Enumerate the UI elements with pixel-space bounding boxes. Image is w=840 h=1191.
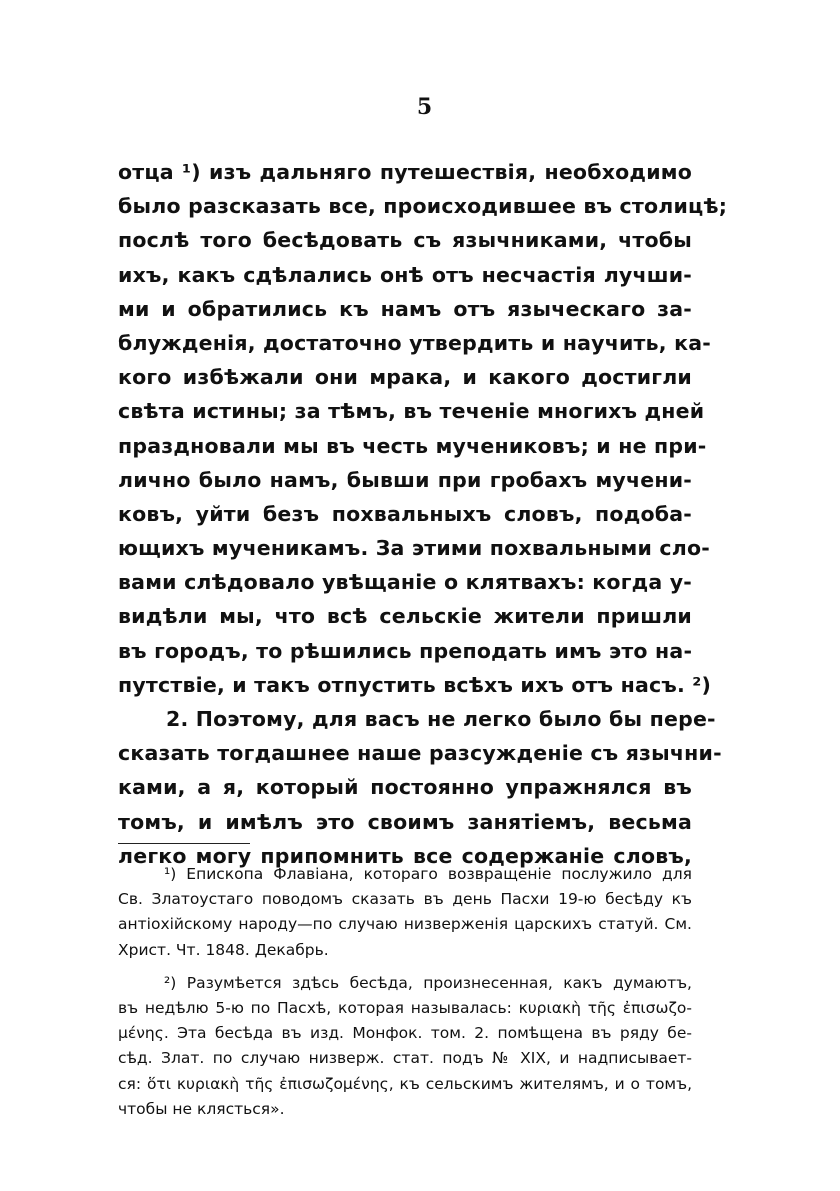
body-line: послѣ того бесѣдовать съ язычниками, чтобы [118, 228, 692, 253]
footnote-1-line: Св. Златоустаго поводомъ сказать въ день Пасхи 19-ю бесѣду къ [118, 890, 692, 909]
body-line: томъ, и имѣлъ это своимъ занятіемъ, весьма [118, 809, 692, 834]
footnote-2-line: ²) Разумѣется здѣсь бесѣда, произнесенная, какъ думаютъ, [164, 973, 692, 992]
footnote-2-line: въ недѣлю 5-ю по Пасхѣ, которая называлась: κυριακὴ τῆς ἐπισωζο- [118, 998, 692, 1017]
body-line: отца ¹) изъ дальняго путешествія, необходимо [118, 160, 692, 184]
body-line: ками, а я, который постоянно упражнялся въ [118, 775, 692, 800]
body-text [118, 155, 728, 873]
body-line: легко могу припомнить все содержаніе словъ, [118, 843, 692, 868]
footnote-1-line: ¹) Епископа Флавіана, котораго возвращеніе послужило для [164, 865, 692, 883]
footnote-1-line: антіохійскому народу—по случаю низверженія царскихъ статуй. См. [118, 915, 692, 934]
body-line: путствіе, и такъ отпустить всѣхъ ихъ отъ насъ. ²) [118, 672, 712, 697]
paragraph-start-line: 2. Поэтому, для васъ не легко было бы пере- [166, 707, 716, 731]
body-line: видѣли мы, что всѣ сельскіе жители пришли [118, 604, 692, 629]
body-line: кого избѣжали они мрака, и какого достигли [118, 365, 692, 390]
footnote-gap [118, 963, 692, 971]
page-number: 5 [416, 94, 434, 120]
footnote-1-line: Христ. Чт. 1848. Декабрь. [118, 940, 329, 959]
body-line: въ городъ, то рѣшились преподать имъ это на- [118, 638, 693, 663]
body-line: ми и обратились къ намъ отъ языческаго за- [118, 296, 692, 321]
body-line: праздновали мы въ честь мучениковъ; и не при- [118, 433, 707, 458]
body-line: ющихъ мученикамъ. За этими похвальными сло- [118, 536, 710, 561]
footnote-2-line: ся: ὅτι κυριακὴ τῆς ἐπισωζομένης, къ сельскимъ жителямъ, и о томъ, [118, 1074, 692, 1093]
footnotes [118, 862, 692, 1122]
body-line: было разсказать все, происходившее въ столицѣ; [118, 194, 728, 219]
body-line: вами слѣдовало увѣщаніе о клятвахъ: когда у- [118, 570, 693, 595]
footnote-2-line: сѣд. Злат. по случаю низверж. стат. подъ № XIX, и надписывает- [118, 1049, 692, 1068]
body-line: лично было намъ, бывши при гробахъ мучени- [118, 467, 692, 492]
footnote-2-line: чтобы не клясться». [118, 1099, 285, 1118]
body-line: сказать тогдашнее наше разсужденіе съ язычни- [118, 741, 722, 766]
body-line: свѣта истины; за тѣмъ, въ теченіе многихъ дней [118, 399, 705, 424]
body-line: блужденія, достаточно утвердить и научить, ка- [118, 330, 711, 355]
footnote-2-line: μένης. Эта бесѣда въ изд. Монфок. том. 2. помѣщена въ ряду бе- [118, 1024, 692, 1043]
body-line: ихъ, какъ сдѣлались онѣ отъ несчастія лучши- [118, 262, 692, 287]
footnote-divider [118, 843, 250, 844]
body-line: ковъ, уйти безъ похвальныхъ словъ, подоба- [118, 501, 692, 526]
